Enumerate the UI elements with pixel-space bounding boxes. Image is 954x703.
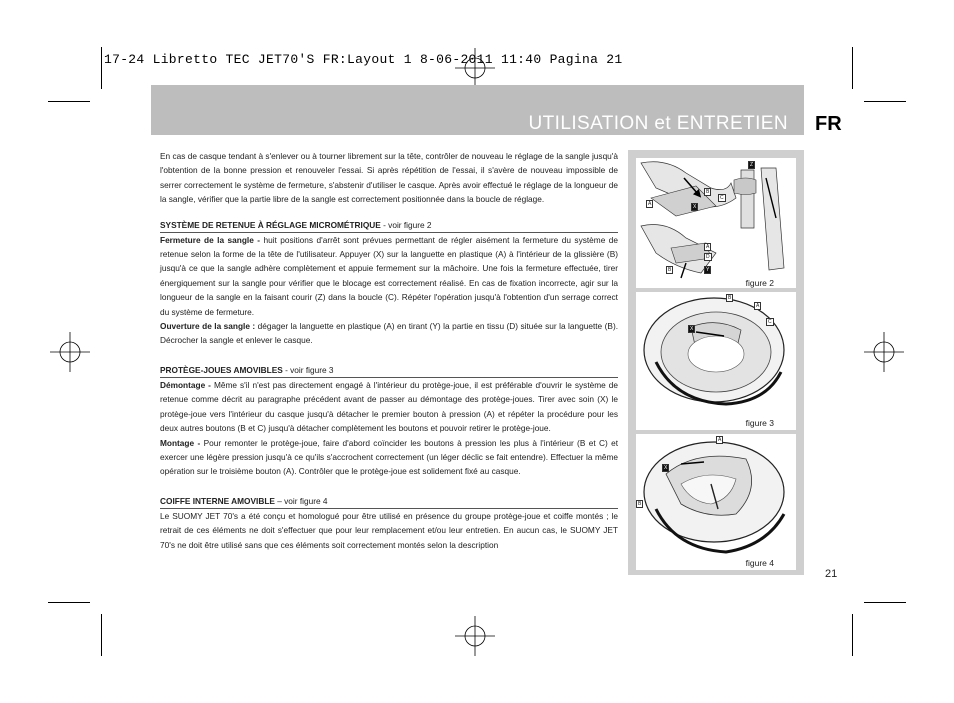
liner-illustration [636,434,796,570]
lead-label: Démontage - [160,379,214,390]
label-x: X [693,204,697,210]
label-x: X [664,465,668,471]
lead-label: Fermeture de la sangle - [160,234,264,245]
crop-mark [864,101,906,102]
paragraph-text: huit positions d'arrêt sont prévues permettant de régler aisément la fermeture du système de retenue selon la forme de la tête de l'utilisateur. Appuyer (X) sur la languette en plastique (A) à l'intérieur de la glissière (B) jusqu'à ce que la sangle adhère complètement et appuie fermement sur la mâchoire. Une fois la fermeture effectuée, tirer énergiquement sur la sangle pour vérifier que le blocage est correctement réalisé. En cas de fixation incorrecte, agir sur la longueur de la sangle en la faisant courir (Z) dans la boucle (C). Répéter l'opération jusqu'à l'obtention d'un serrage correct du système de fermeture. [160,234,618,317]
label-b: B [728,295,732,301]
paragraph-ouverture [160,319,618,348]
paragraph-demontage [160,378,618,436]
section-heading-coiffe [160,495,618,509]
lead-label: Ouverture de la sangle : [160,321,258,332]
figure-caption: figure 3 [745,418,774,428]
figure-caption: figure 2 [745,278,774,288]
label-b: B [668,267,672,273]
label-a: A [718,437,722,443]
crop-mark [852,614,853,656]
label-a: A [648,201,652,207]
label-b: B [638,501,642,507]
section-ref: – voir figure 4 [274,495,328,506]
crop-mark [101,614,102,656]
figure-2 [636,158,796,288]
section-title: PROTÈGE-JOUES AMOVIBLES [160,364,283,375]
crop-mark [48,101,90,102]
figure-4 [636,434,796,570]
section-header-bar [151,85,804,135]
registration-mark-right [864,332,904,372]
label-a: A [756,303,760,309]
paragraph-text: Même s'il n'est pas directement engagé à l'intérieur du protège-joue, il est préférable d'ouvrir le système de retenue comme décrit au paragraphe précédent avant de passer au démontage des protège-joues. Tirer avec soin (X) le protège-joue vers l'intérieur du casque jusqu'à détacher le premier bouton à pression (A) et répéter la procédure pour les deux autres boutons (B et C) jusqu'à détacher complètement les boutons et pouvoir retirer le protège-joue. [160,379,618,434]
label-z: Z [750,162,754,168]
registration-mark-left [50,332,90,372]
label-c: C [720,195,724,201]
crop-mark [101,47,102,89]
intro-paragraph: En cas de casque tendant à s'enlever ou à tourner librement sur la tête, contrôler de nouveau le réglage de la sangle jusqu'à l'obtention de la bonne pression et renouveler l'essai. Si après répétition de l'essai, il s'avère de nouveau impossible de serrer correctement le système de fermeture, s'abstenir d'utiliser le casque. Après avoir effectué le réglage de la longueur de la sangle, vérifier que la partie libre de la sangle est correctement positionnée dans la boucle de réglage. [160,151,618,205]
paragraph-fermeture [160,233,618,319]
section-ref: - voir figure 2 [380,219,432,230]
paragraph-coiffe: Le SUOMY JET 70's a été conçu et homologué pour être utilisé en présence du groupe protège-joue et coiffe montés ; le retrait de ces éléments ne doit s'effectuer que pour leur remplacement et/ou leur entretien. En aucun cas, le SUOMY JET 70's ne doit être utilisé sans que ces éléments soit correctement montés selon la description [160,510,618,550]
strap-illustration [636,158,796,288]
lead-label: Montage - [160,437,204,448]
label-d: D [706,254,710,260]
label-x: X [690,326,694,332]
registration-mark-bottom [455,616,495,656]
label-y: Y [706,267,710,273]
section-heading-protege [160,364,618,378]
label-b: B [706,189,710,195]
section-heading-retenue [160,219,618,233]
section-ref: - voir figure 3 [282,364,334,375]
figure-3 [636,292,796,430]
paragraph-text: Pour remonter le protège-joue, faire d'abord coïncider les boutons à pression les plus à l'intérieur (B et C) et exercer une légère pression jusqu'à ce qu'ils s'accrochent correctement (un léger déclic se fait entendre). Effectuer la même opération sur le troisième bouton (A). Contrôler que le protège-joue est solidement fixé au casque. [160,437,618,477]
crop-mark [864,602,906,603]
cheek-pad-illustration [636,292,796,430]
page-number: 21 [825,568,838,580]
paragraph-montage [160,436,618,479]
figure-caption: figure 4 [745,558,774,568]
print-slug: 17-24 Libretto TEC JET70'S FR:Layout 1 8-06-2011 11:40 Pagina 21 [104,52,623,67]
body-text [160,149,618,552]
label-a: A [706,244,710,250]
crop-mark [48,602,90,603]
page-title: UTILISATION et ENTRETIEN [528,113,788,134]
label-c: C [768,319,772,325]
crop-mark [852,47,853,89]
section-title: COIFFE INTERNE AMOVIBLE [160,495,275,506]
language-code: FR [815,113,842,135]
paragraph-text: dégager la languette en plastique (A) en tirant (Y) la partie en tissu (D) située sur la languette (B). Décrocher la sangle et enlever le casque. [160,321,619,346]
section-title: SYSTÈME DE RETENUE À RÉGLAGE MICROMÉTRIQUE [160,219,381,230]
